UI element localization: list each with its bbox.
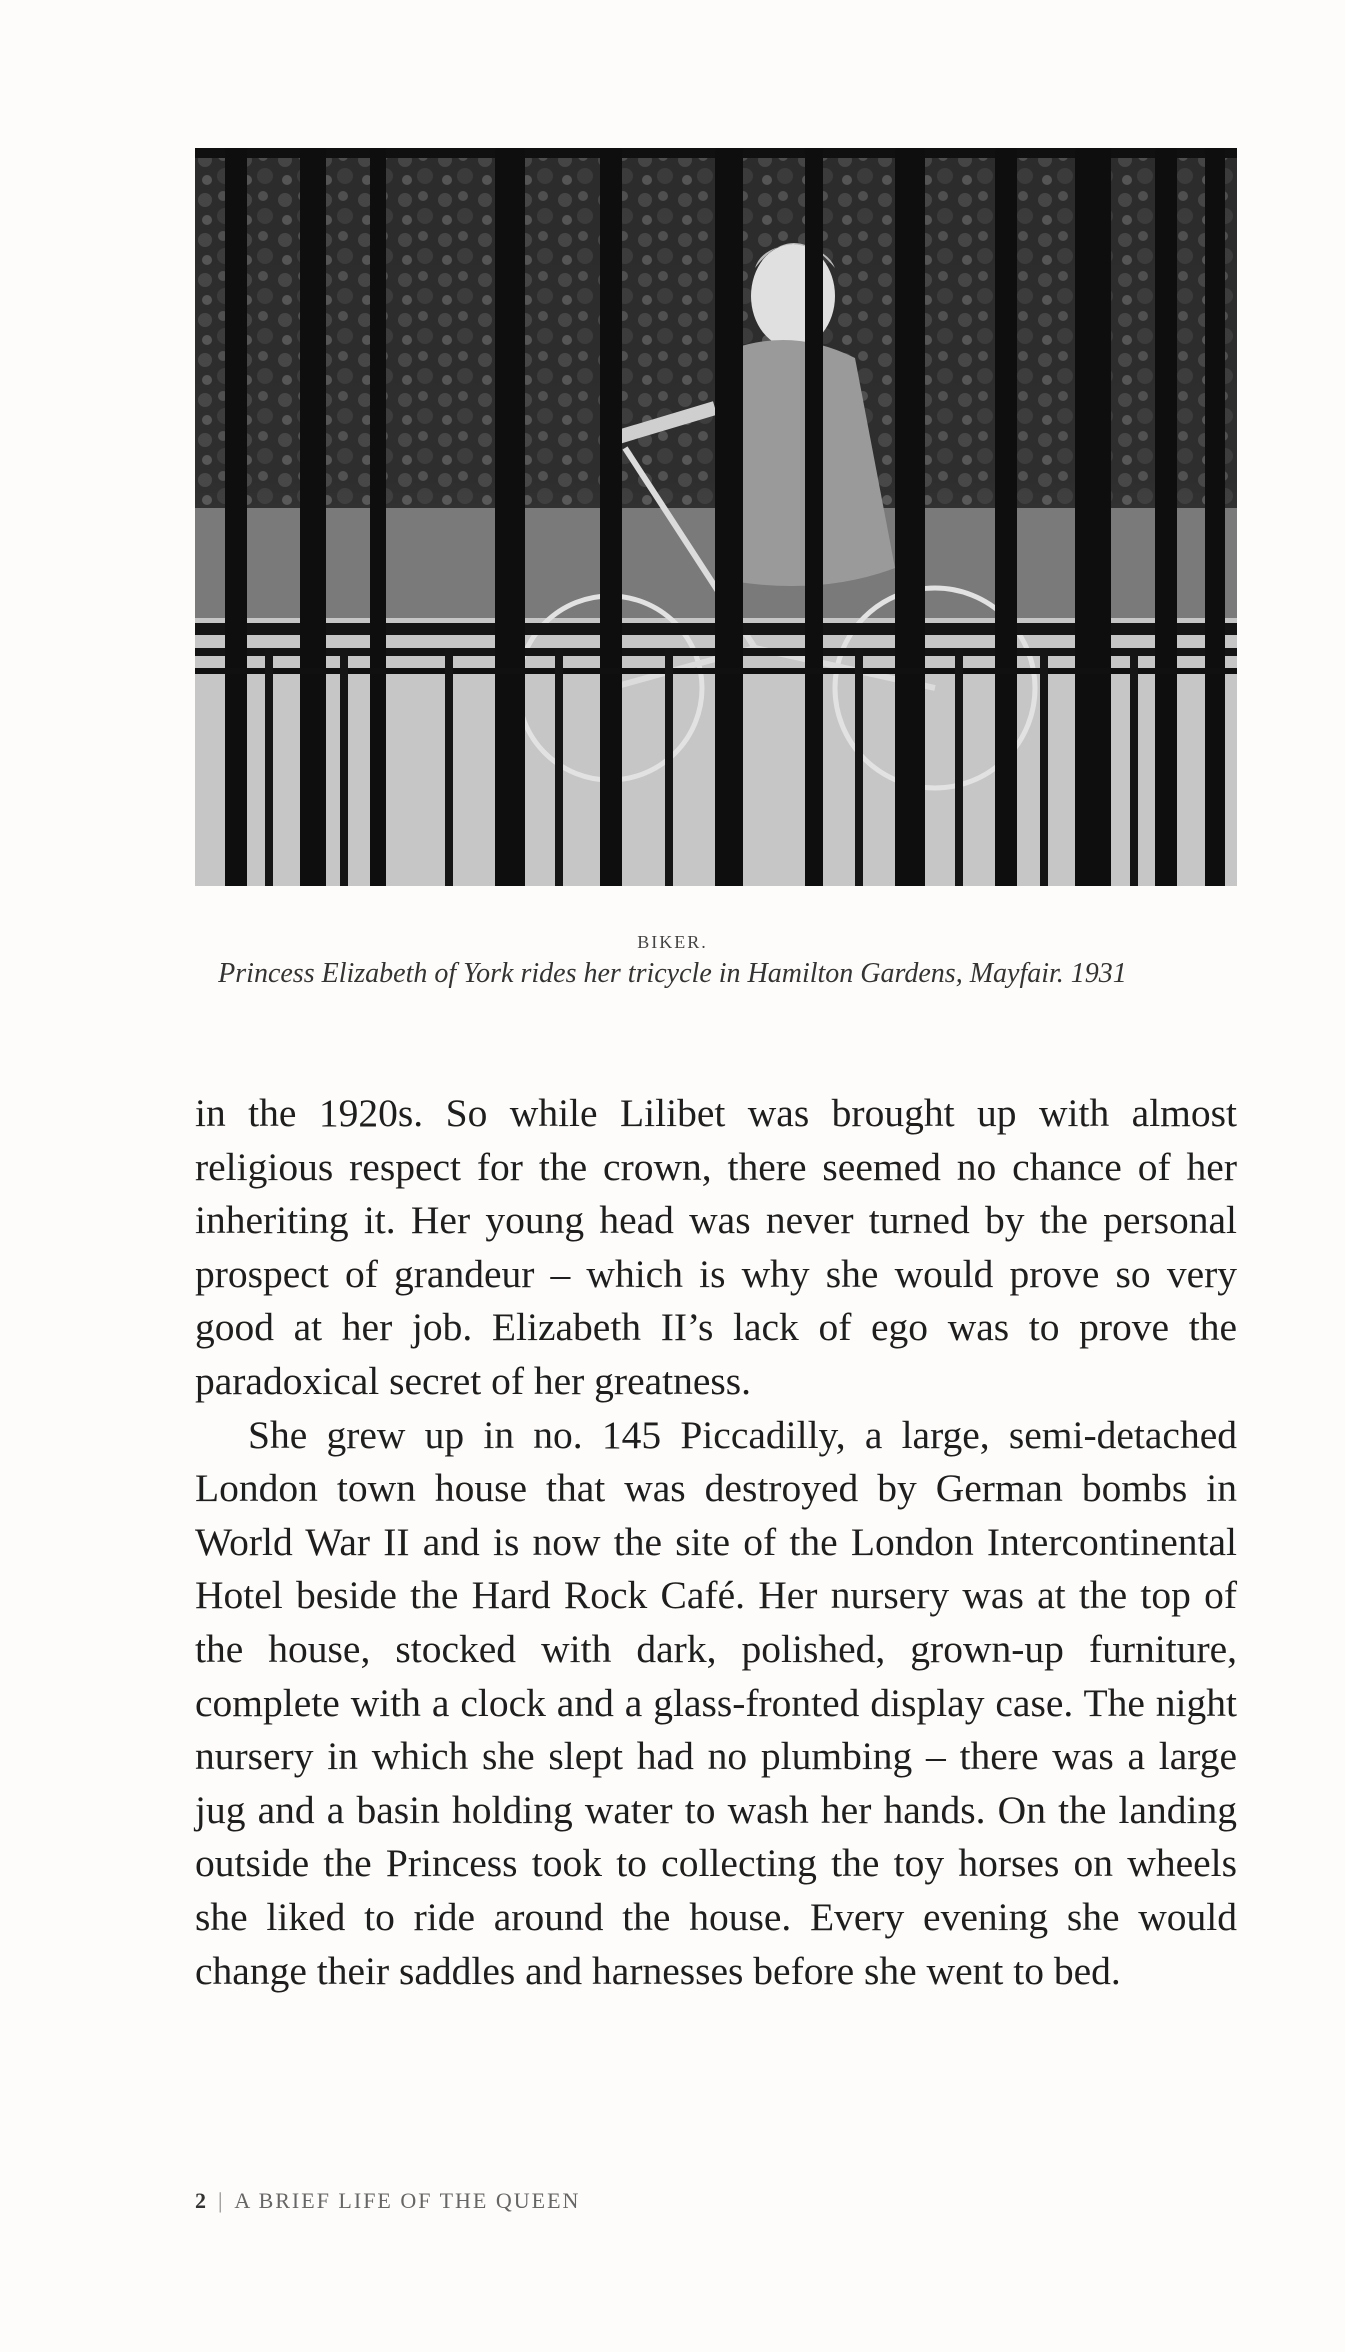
footer-separator: |	[218, 2188, 225, 2213]
page-number: 2	[195, 2188, 208, 2213]
paragraph: She grew up in no. 145 Piccadilly, a large, semi-detached London town house that was destroyed by German bombs in World War II and is now the site of the London Intercontinental Hotel beside the Hard Rock Café. Her nursery was at the top of the house, stocked with dark, polished, grown-up furniture, complete with a clock and a glass-fronted display case. The night nursery in which she slept had no plumbing – there was a large jug and a basin holding water to wash her hands. On the landing outside the Princess took to collecting the toy horses on wheels she liked to ride around the house. Every evening she would change their saddles and harnesses before she went to bed.	[195, 1412, 1237, 1993]
photograph	[195, 148, 1237, 886]
tricycle-photo-icon	[195, 148, 1237, 886]
caption-text: Princess Elizabeth of York rides her tricycle in Hamilton Gardens, Mayfair. 1931	[218, 958, 1127, 989]
running-footer	[195, 2188, 580, 2214]
caption-label: BIKER.	[637, 932, 708, 952]
paragraph: in the 1920s. So while Lilibet was brought up with almost religious respect for the crown, there seemed no chance of her inheriting it. Her young head was never turned by the personal prospect of grandeur – which is why she would prove so very good at her job. Elizabeth II’s lack of ego was to prove the paradoxical secret of her greatness.	[195, 1091, 1237, 1403]
body-text	[195, 1087, 1237, 1998]
running-title: A BRIEF LIFE OF THE QUEEN	[234, 2188, 581, 2213]
